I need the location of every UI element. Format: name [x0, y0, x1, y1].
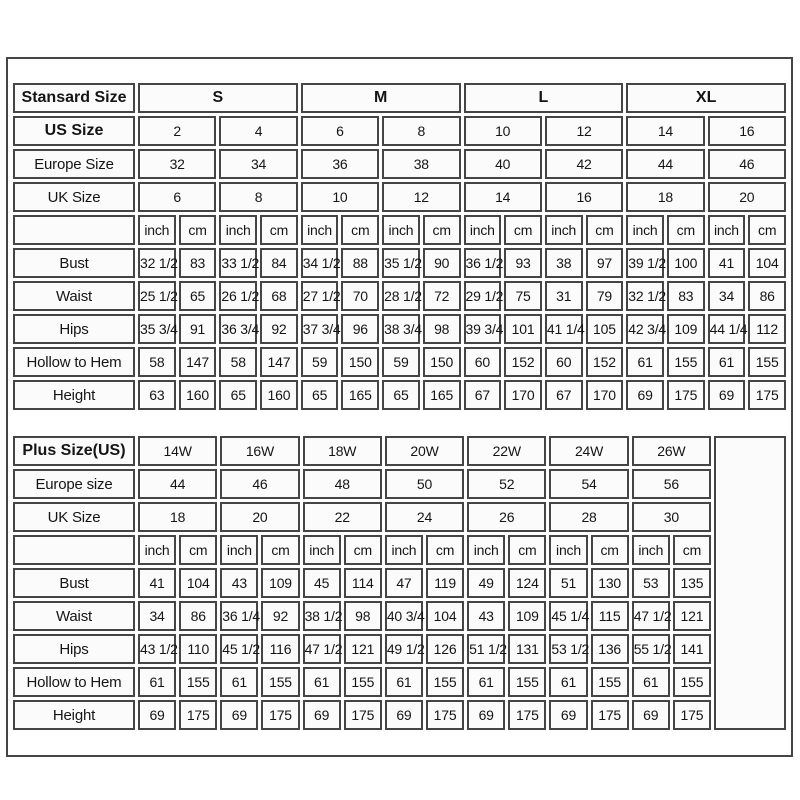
value-cell: 97	[586, 248, 624, 278]
value-cell: 47 1/2	[303, 634, 341, 664]
value-cell: 69	[632, 700, 670, 730]
value-cell: 147	[179, 347, 217, 377]
value-cell: 32 1/2	[626, 281, 664, 311]
value-cell: 61	[632, 667, 670, 697]
value-cell: 67	[464, 380, 502, 410]
row-label-cell: Hips	[13, 634, 135, 664]
value-cell: 45 1/4	[549, 601, 587, 631]
value-cell: 53 1/2	[549, 634, 587, 664]
value-cell: 61	[138, 667, 176, 697]
value-cell: 72	[423, 281, 461, 311]
value-cell: 155	[508, 667, 546, 697]
value-cell: 110	[179, 634, 217, 664]
value-cell: 46	[708, 149, 786, 179]
value-cell: 56	[632, 469, 711, 499]
value-cell: 34	[219, 149, 297, 179]
value-cell: 116	[261, 634, 299, 664]
unit-header-cell: inch	[708, 215, 746, 245]
value-cell: 69	[467, 700, 505, 730]
value-cell: 36 3/4	[219, 314, 257, 344]
value-cell: 39 3/4	[464, 314, 502, 344]
unit-header-cell: cm	[426, 535, 464, 565]
row-label-cell: Stansard Size	[13, 83, 135, 113]
row-label-cell: Europe Size	[13, 149, 135, 179]
unit-header-cell: inch	[138, 215, 176, 245]
value-cell: 28	[549, 502, 628, 532]
plus-size-table	[10, 433, 789, 733]
value-cell: 41	[138, 568, 176, 598]
value-cell: 38	[382, 149, 460, 179]
value-cell: 22	[303, 502, 382, 532]
unit-header-cell: cm	[179, 535, 217, 565]
value-cell: 44	[626, 149, 704, 179]
value-cell: 79	[586, 281, 624, 311]
value-cell: 60	[464, 347, 502, 377]
unit-header-cell: inch	[219, 215, 257, 245]
value-cell: 58	[138, 347, 176, 377]
value-cell: 20	[708, 182, 786, 212]
value-cell: 92	[261, 601, 299, 631]
value-cell: 160	[179, 380, 217, 410]
row-label-cell: Hollow to Hem	[13, 667, 135, 697]
value-cell: 38	[545, 248, 583, 278]
value-cell: 49 1/2	[385, 634, 423, 664]
value-cell: 52	[467, 469, 546, 499]
value-cell: 32 1/2	[138, 248, 176, 278]
value-cell: 16	[545, 182, 623, 212]
value-cell: 41	[708, 248, 746, 278]
value-cell: 93	[504, 248, 542, 278]
empty-corner-cell	[13, 215, 135, 245]
value-cell: 59	[301, 347, 339, 377]
value-cell: 43	[220, 568, 258, 598]
value-cell: 38 3/4	[382, 314, 420, 344]
value-cell: 114	[344, 568, 382, 598]
value-cell: 126	[426, 634, 464, 664]
value-cell: 47	[385, 568, 423, 598]
value-cell: 34 1/2	[301, 248, 339, 278]
value-cell: 147	[260, 347, 298, 377]
value-cell: 36 1/2	[464, 248, 502, 278]
size-header-cell: 20W	[385, 436, 464, 466]
value-cell: 152	[586, 347, 624, 377]
value-cell: 47 1/2	[632, 601, 670, 631]
value-cell: 34	[708, 281, 746, 311]
size-header-cell: 18W	[303, 436, 382, 466]
value-cell: 65	[301, 380, 339, 410]
value-cell: 51	[549, 568, 587, 598]
size-header-cell: 22W	[467, 436, 546, 466]
value-cell: 175	[261, 700, 299, 730]
value-cell: 86	[179, 601, 217, 631]
row-label-cell: Hollow to Hem	[13, 347, 135, 377]
value-cell: 49	[467, 568, 505, 598]
value-cell: 43	[467, 601, 505, 631]
value-cell: 109	[508, 601, 546, 631]
value-cell: 51 1/2	[467, 634, 505, 664]
size-header-cell: M	[301, 83, 461, 113]
value-cell: 35 1/2	[382, 248, 420, 278]
empty-cell	[714, 436, 786, 730]
unit-header-cell: inch	[385, 535, 423, 565]
value-cell: 12	[545, 116, 623, 146]
value-cell: 91	[179, 314, 217, 344]
row-label-cell: Height	[13, 380, 135, 410]
value-cell: 70	[341, 281, 379, 311]
value-cell: 83	[179, 248, 217, 278]
unit-header-cell: cm	[508, 535, 546, 565]
unit-header-cell: cm	[341, 215, 379, 245]
value-cell: 88	[341, 248, 379, 278]
value-cell: 175	[508, 700, 546, 730]
value-cell: 34	[138, 601, 176, 631]
value-cell: 121	[344, 634, 382, 664]
value-cell: 26 1/2	[219, 281, 257, 311]
value-cell: 150	[423, 347, 461, 377]
value-cell: 46	[220, 469, 299, 499]
value-cell: 14	[626, 116, 704, 146]
value-cell: 100	[667, 248, 705, 278]
value-cell: 67	[545, 380, 583, 410]
value-cell: 29 1/2	[464, 281, 502, 311]
value-cell: 31	[545, 281, 583, 311]
value-cell: 98	[344, 601, 382, 631]
value-cell: 36 1/4	[220, 601, 258, 631]
value-cell: 104	[748, 248, 786, 278]
value-cell: 98	[423, 314, 461, 344]
value-cell: 121	[673, 601, 711, 631]
value-cell: 42 3/4	[626, 314, 664, 344]
value-cell: 175	[179, 700, 217, 730]
value-cell: 155	[673, 667, 711, 697]
unit-header-cell: cm	[586, 215, 624, 245]
value-cell: 69	[220, 700, 258, 730]
value-cell: 44 1/4	[708, 314, 746, 344]
row-label-cell: Waist	[13, 281, 135, 311]
value-cell: 86	[748, 281, 786, 311]
value-cell: 26	[467, 502, 546, 532]
value-cell: 61	[708, 347, 746, 377]
row-label-cell: UK Size	[13, 182, 135, 212]
value-cell: 58	[219, 347, 257, 377]
value-cell: 41 1/4	[545, 314, 583, 344]
value-cell: 2	[138, 116, 216, 146]
value-cell: 44	[138, 469, 217, 499]
unit-header-cell: inch	[545, 215, 583, 245]
value-cell: 4	[219, 116, 297, 146]
value-cell: 18	[138, 502, 217, 532]
unit-header-cell: inch	[382, 215, 420, 245]
value-cell: 10	[301, 182, 379, 212]
value-cell: 63	[138, 380, 176, 410]
value-cell: 175	[667, 380, 705, 410]
value-cell: 109	[667, 314, 705, 344]
value-cell: 50	[385, 469, 464, 499]
empty-corner-cell	[13, 535, 135, 565]
value-cell: 69	[549, 700, 587, 730]
size-header-cell: 16W	[220, 436, 299, 466]
value-cell: 68	[260, 281, 298, 311]
value-cell: 175	[344, 700, 382, 730]
unit-header-cell: cm	[748, 215, 786, 245]
value-cell: 170	[504, 380, 542, 410]
value-cell: 75	[504, 281, 542, 311]
value-cell: 69	[708, 380, 746, 410]
value-cell: 165	[423, 380, 461, 410]
value-cell: 61	[549, 667, 587, 697]
unit-header-cell: cm	[261, 535, 299, 565]
value-cell: 61	[626, 347, 664, 377]
value-cell: 40	[464, 149, 542, 179]
value-cell: 92	[260, 314, 298, 344]
value-cell: 175	[673, 700, 711, 730]
value-cell: 104	[426, 601, 464, 631]
value-cell: 12	[382, 182, 460, 212]
value-cell: 155	[261, 667, 299, 697]
value-cell: 165	[341, 380, 379, 410]
value-cell: 25 1/2	[138, 281, 176, 311]
value-cell: 170	[586, 380, 624, 410]
value-cell: 20	[220, 502, 299, 532]
value-cell: 35 3/4	[138, 314, 176, 344]
value-cell: 65	[219, 380, 257, 410]
unit-header-cell: inch	[467, 535, 505, 565]
value-cell: 175	[426, 700, 464, 730]
value-cell: 130	[591, 568, 629, 598]
value-cell: 61	[467, 667, 505, 697]
row-label-cell: Europe size	[13, 469, 135, 499]
unit-header-cell: inch	[301, 215, 339, 245]
value-cell: 152	[504, 347, 542, 377]
value-cell: 155	[426, 667, 464, 697]
unit-header-cell: inch	[632, 535, 670, 565]
value-cell: 136	[591, 634, 629, 664]
value-cell: 84	[260, 248, 298, 278]
unit-header-cell: inch	[464, 215, 502, 245]
value-cell: 65	[382, 380, 420, 410]
value-cell: 69	[626, 380, 664, 410]
value-cell: 43 1/2	[138, 634, 176, 664]
value-cell: 61	[220, 667, 258, 697]
value-cell: 61	[385, 667, 423, 697]
unit-header-cell: inch	[549, 535, 587, 565]
value-cell: 175	[591, 700, 629, 730]
value-cell: 42	[545, 149, 623, 179]
value-cell: 37 3/4	[301, 314, 339, 344]
value-cell: 45	[303, 568, 341, 598]
value-cell: 10	[464, 116, 542, 146]
value-cell: 24	[385, 502, 464, 532]
value-cell: 28 1/2	[382, 281, 420, 311]
size-header-cell: S	[138, 83, 298, 113]
unit-header-cell: inch	[220, 535, 258, 565]
unit-header-cell: inch	[303, 535, 341, 565]
value-cell: 69	[303, 700, 341, 730]
size-header-cell: XL	[626, 83, 786, 113]
value-cell: 105	[586, 314, 624, 344]
value-cell: 115	[591, 601, 629, 631]
value-cell: 16	[708, 116, 786, 146]
value-cell: 30	[632, 502, 711, 532]
value-cell: 155	[179, 667, 217, 697]
value-cell: 53	[632, 568, 670, 598]
value-cell: 141	[673, 634, 711, 664]
value-cell: 160	[260, 380, 298, 410]
unit-header-cell: cm	[673, 535, 711, 565]
value-cell: 8	[219, 182, 297, 212]
unit-header-cell: cm	[260, 215, 298, 245]
value-cell: 45 1/2	[220, 634, 258, 664]
standard-size-table	[10, 80, 789, 413]
row-label-cell: Hips	[13, 314, 135, 344]
row-label-cell: US Size	[13, 116, 135, 146]
size-header-cell: 24W	[549, 436, 628, 466]
value-cell: 27 1/2	[301, 281, 339, 311]
unit-header-cell: cm	[591, 535, 629, 565]
value-cell: 124	[508, 568, 546, 598]
unit-header-cell: inch	[626, 215, 664, 245]
value-cell: 119	[426, 568, 464, 598]
row-label-cell: Bust	[13, 568, 135, 598]
unit-header-cell: inch	[138, 535, 176, 565]
row-label-cell: Waist	[13, 601, 135, 631]
value-cell: 6	[138, 182, 216, 212]
value-cell: 155	[344, 667, 382, 697]
value-cell: 40 3/4	[385, 601, 423, 631]
unit-header-cell: cm	[423, 215, 461, 245]
value-cell: 69	[138, 700, 176, 730]
size-header-cell: 26W	[632, 436, 711, 466]
value-cell: 36	[301, 149, 379, 179]
value-cell: 69	[385, 700, 423, 730]
value-cell: 8	[382, 116, 460, 146]
value-cell: 48	[303, 469, 382, 499]
value-cell: 112	[748, 314, 786, 344]
value-cell: 155	[591, 667, 629, 697]
value-cell: 83	[667, 281, 705, 311]
value-cell: 155	[667, 347, 705, 377]
value-cell: 96	[341, 314, 379, 344]
value-cell: 54	[549, 469, 628, 499]
value-cell: 32	[138, 149, 216, 179]
row-label-cell: Height	[13, 700, 135, 730]
value-cell: 175	[748, 380, 786, 410]
unit-header-cell: cm	[344, 535, 382, 565]
row-label-cell: Plus Size(US)	[13, 436, 135, 466]
value-cell: 135	[673, 568, 711, 598]
size-header-cell: 14W	[138, 436, 217, 466]
unit-header-cell: cm	[179, 215, 217, 245]
value-cell: 131	[508, 634, 546, 664]
value-cell: 14	[464, 182, 542, 212]
value-cell: 38 1/2	[303, 601, 341, 631]
row-label-cell: Bust	[13, 248, 135, 278]
value-cell: 33 1/2	[219, 248, 257, 278]
unit-header-cell: cm	[667, 215, 705, 245]
value-cell: 59	[382, 347, 420, 377]
value-cell: 150	[341, 347, 379, 377]
value-cell: 6	[301, 116, 379, 146]
size-chart-frame	[6, 57, 793, 757]
value-cell: 104	[179, 568, 217, 598]
value-cell: 155	[748, 347, 786, 377]
value-cell: 61	[303, 667, 341, 697]
value-cell: 65	[179, 281, 217, 311]
unit-header-cell: cm	[504, 215, 542, 245]
value-cell: 109	[261, 568, 299, 598]
value-cell: 60	[545, 347, 583, 377]
value-cell: 101	[504, 314, 542, 344]
value-cell: 39 1/2	[626, 248, 664, 278]
value-cell: 18	[626, 182, 704, 212]
value-cell: 90	[423, 248, 461, 278]
value-cell: 55 1/2	[632, 634, 670, 664]
row-label-cell: UK Size	[13, 502, 135, 532]
size-header-cell: L	[464, 83, 624, 113]
